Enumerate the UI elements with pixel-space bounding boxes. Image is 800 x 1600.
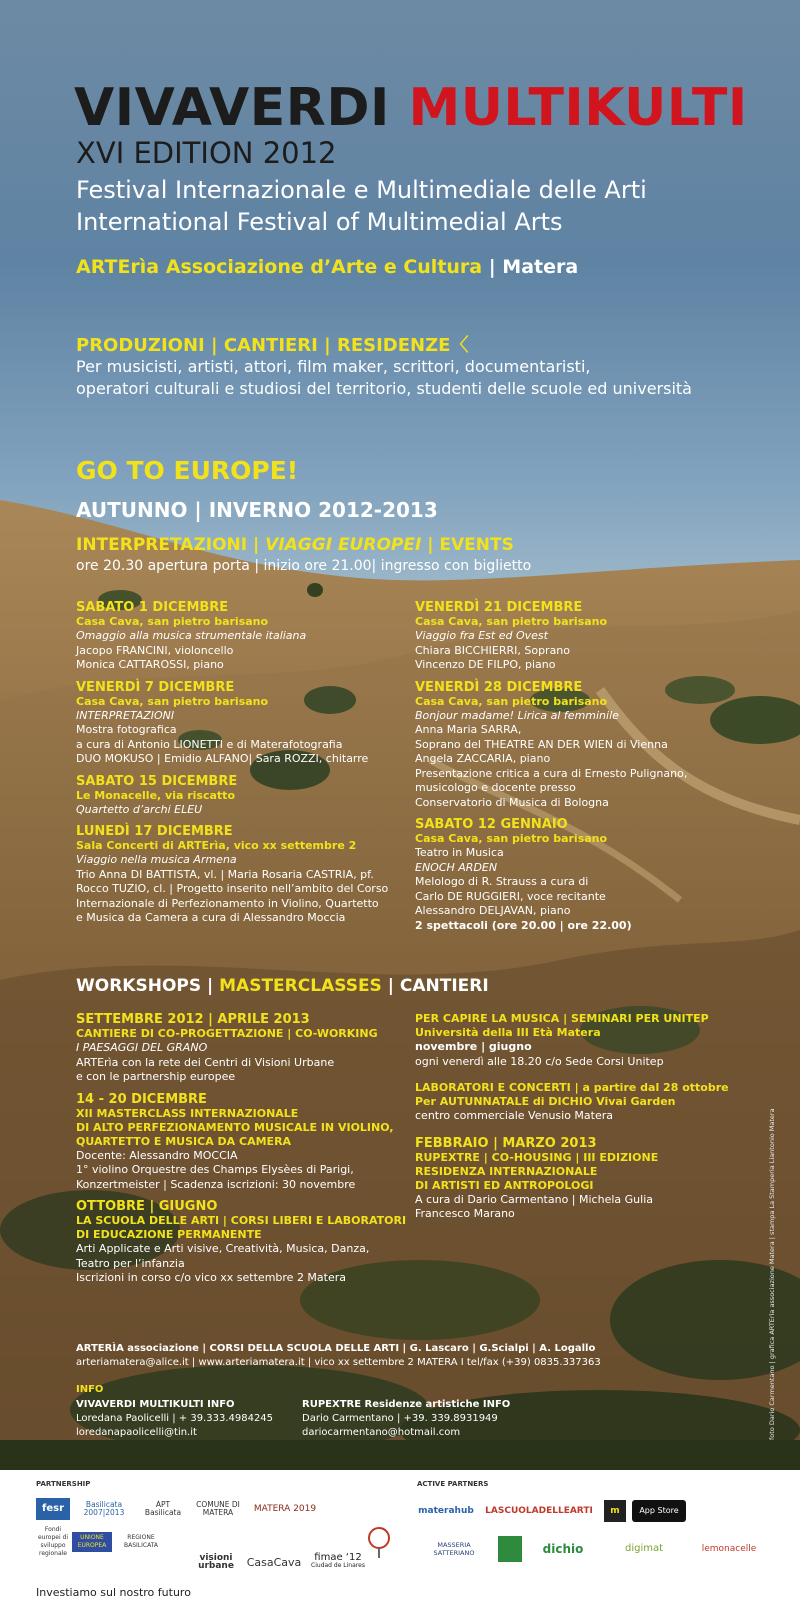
monacelle-logo: lemonacelle	[701, 1544, 757, 1554]
detail-line: Omaggio alla musica strumentale italiana	[76, 629, 307, 642]
workshop-subtitle: DI ARTISTI ED ANTROPOLOGI	[415, 1178, 594, 1192]
detail-line: Carlo DE RUGGIERI, voce recitante	[415, 889, 606, 903]
workshop-item	[415, 1136, 745, 1222]
workshop-subtitle: QUARTETTO E MUSICA DA CAMERA	[76, 1134, 292, 1148]
detail-line: Viaggio fra Est ed Ovest	[415, 629, 548, 642]
detail-line: Vincenzo DE FILPO, piano	[415, 658, 556, 671]
event-item	[76, 600, 406, 673]
detail-line: Docente: Alessandro MOCCIA	[76, 1148, 238, 1162]
detail-line: Alessandro DELJAVAN, piano	[415, 904, 571, 917]
contact-line-1: ARTERÌA associazione | CORSI DELLA SCUOLA DELLE ARTI | G. Lascaro | G.Scialpi | A. Logallo	[76, 1343, 596, 1354]
info-rupextre	[302, 1398, 510, 1440]
workshop-subtitle: DI EDUCAZIONE PERMANENTE	[76, 1228, 262, 1241]
detail-line: Iscrizioni in corso c/o vico xx settembre 2 Matera	[76, 1271, 347, 1284]
info-right-0: RUPEXTRE Residenze artistiche INFO	[302, 1399, 511, 1410]
events-left-column	[76, 600, 406, 933]
event-date: VENERDÌ 21 DICEMBRE	[415, 600, 583, 615]
interp-part-b: VIAGGI EUROPEI	[265, 535, 422, 555]
detail-line: Viaggio nella musica Armena	[76, 853, 237, 866]
workshops-right-column	[415, 1012, 745, 1234]
fimae-name: fimae ‘12	[314, 1552, 362, 1563]
detail-line: ogni venerdì alle 18.20 c/o Sede Corsi Unitep	[415, 1054, 664, 1068]
workshop-item	[415, 1081, 745, 1124]
workshop-subtitle: RUPEXTRE | CO-HOUSING | III EDIZIONE	[415, 1150, 659, 1164]
event-place: Sala Concerti di ARTErìa, vico xx settembre 2	[76, 839, 357, 852]
info-label: INFO	[76, 1384, 104, 1395]
workshop-item	[76, 1199, 406, 1286]
slogan: Investiamo sul nostro futuro	[36, 1586, 191, 1599]
workshop-subtitle: CANTIERE DI CO-PROGETTAZIONE | CO-WORKING	[76, 1027, 378, 1040]
fimae-sub: Ciudad de Linares	[311, 1562, 365, 1569]
contact-block	[76, 1342, 601, 1370]
detail-line: novembre | giugno	[415, 1040, 532, 1053]
detail-line: a cura di Antonio LIONETTI e di Materafotografia	[76, 737, 343, 751]
detail-line: I PAESAGGI DEL GRANO	[76, 1041, 208, 1054]
event-place: Casa Cava, san pietro barisano	[415, 694, 608, 708]
detail-line: Monica CATTAROSSI, piano	[76, 658, 224, 671]
event-item	[76, 824, 406, 926]
workshop-item	[76, 1012, 406, 1085]
workshop-subtitle: XII MASTERCLASS INTERNAZIONALE	[76, 1106, 299, 1120]
fesr-logo: fesr	[36, 1498, 70, 1520]
detail-line: Mostra fotografica	[76, 723, 177, 736]
detail-line: Trio Anna DI BATTISTA, vl. | Maria Rosaria CASTRIA, pf.	[76, 867, 374, 881]
association-name: ARTErìa Associazione d’Arte e Cultura	[76, 256, 483, 278]
productions-line-1: Per musicisti, artisti, attori, film maker, scrittori, documentaristi,	[76, 357, 591, 376]
subtitle-italian: Festival Internazionale e Multimediale delle Arti	[76, 176, 647, 204]
go-to-europe-heading: GO TO EUROPE!	[76, 456, 299, 485]
workshop-item	[415, 1012, 745, 1069]
casacava-logo: CasaCava	[246, 1556, 302, 1569]
detail-line: musicologo e docente presso	[415, 781, 576, 794]
detail-line: Bonjour madame! Lirica al femminile	[415, 708, 619, 722]
events-right-column	[415, 600, 745, 940]
app-store-badge: App Store	[632, 1500, 686, 1522]
green-logo	[498, 1536, 522, 1562]
flower-icon	[366, 1526, 392, 1558]
detail-line: Soprano del THEATRE AN DER WIEN di Vienna	[415, 737, 668, 751]
fondi-logo: Fondi europei di sviluppo regionale	[37, 1526, 69, 1557]
event-hours: ore 20.30 apertura porta | inizio ore 21.00| ingresso con biglietto	[76, 558, 532, 574]
association-line	[76, 256, 578, 278]
interp-part-c: | EVENTS	[421, 535, 514, 555]
workshop-item	[76, 1092, 406, 1193]
event-date: SABATO 15 DICEMBRE	[76, 773, 238, 789]
scuola-arti-logo: LASCUOLADELLEARTI	[485, 1506, 593, 1516]
event-item	[76, 774, 406, 818]
workshop-subtitle: LABORATORI E CONCERTI | a partire dal 28 ottobre	[415, 1081, 729, 1094]
contact-line-2: arteriamatera@alice.it | www.arteriamatera.it | vico xx settembre 2 MATERA I tel/fax (+39) 0835.337363	[76, 1357, 601, 1368]
photo-credit: foto Dario Carmentano | grafica ARTErìa associazione Matera | stampa La Stamperia Liantonio Matera	[768, 1108, 776, 1440]
fimae-logo	[310, 1548, 366, 1576]
detail-line: Internazionale di Perfezionamento in Violino, Quartetto	[76, 896, 379, 910]
title-vivaverdi: VIVAVERDI	[74, 78, 390, 138]
comune-logo: COMUNE DI MATERA	[196, 1500, 240, 1517]
detail-line: Anna Maria SARRA,	[415, 723, 522, 736]
dichio-logo: dichio	[542, 1542, 584, 1556]
info-vivaverdi	[76, 1398, 273, 1440]
workshops-left-column	[76, 1012, 406, 1293]
workshops-part-b: MASTERCLASSES	[219, 976, 382, 996]
detail-line: Jacopo FRANCINI, violoncello	[76, 643, 234, 657]
subtitle-english: International Festival of Multimedial Arts	[76, 208, 563, 236]
detail-line: Francesco Marano	[415, 1207, 515, 1220]
flower-logo	[366, 1526, 392, 1558]
visioni-urbane-logo: visioni urbane	[198, 1553, 234, 1571]
detail-line: Conservatorio di Musica di Bologna	[415, 795, 609, 809]
regione-logo: REGIONE BASILICATA	[123, 1534, 159, 1549]
workshop-subtitle: Per AUTUNNATALE di DICHIO Vivai Garden	[415, 1095, 676, 1108]
detail-line: Teatro per l’infanzia	[76, 1256, 185, 1270]
edition-label: XVI EDITION 2012	[76, 136, 337, 170]
event-place: Casa Cava, san pietro barisano	[76, 615, 269, 628]
productions-line-2: operatori culturali e studiosi del territorio, studenti delle scuole ed università	[76, 379, 692, 398]
interp-part-a: INTERPRETAZIONI |	[76, 535, 266, 555]
workshop-subtitle: LA SCUOLA DELLE ARTI | CORSI LIBERI E LABORATORI	[76, 1214, 407, 1227]
materahub-logo: materahub	[418, 1506, 474, 1516]
detail-line: ENOCH ARDEN	[415, 860, 498, 874]
m-logo: m	[604, 1500, 626, 1522]
interpretations-heading	[76, 535, 514, 555]
season-heading: AUTUNNO | INVERNO 2012-2013	[76, 498, 438, 522]
workshop-date: SETTEMBRE 2012 | APRILE 2013	[76, 1012, 310, 1027]
workshop-subtitle: RESIDENZA INTERNAZIONALE	[415, 1164, 598, 1178]
event-item	[415, 680, 745, 811]
event-date: VENERDÌ 28 DICEMBRE	[415, 679, 583, 695]
detail-line: Konzertmeister | Scadenza iscrizioni: 30 novembre	[76, 1177, 356, 1191]
info-right-2: dariocarmentano@hotmail.com	[302, 1427, 461, 1438]
detail-line: Angela ZACCARIA, piano	[415, 752, 551, 765]
detail-line: ARTErìa con la rete dei Centri di Visioni Urbane	[76, 1055, 335, 1069]
workshop-date: FEBBRAIO | MARZO 2013	[415, 1135, 597, 1151]
event-place: Casa Cava, san pietro barisano	[76, 694, 269, 708]
event-date: SABATO 1 DICEMBRE	[76, 600, 229, 615]
association-sep: |	[482, 256, 503, 278]
partner-logos-band	[0, 1470, 800, 1600]
association-city: Matera	[502, 256, 579, 278]
workshop-subtitle: Università della III Età Matera	[415, 1026, 601, 1039]
workshops-part-a: WORKSHOPS |	[76, 976, 220, 996]
event-item	[415, 817, 745, 933]
matera2019-logo: MATERA 2019	[253, 1504, 317, 1514]
event-item	[415, 600, 745, 673]
event-item	[76, 680, 406, 767]
workshop-subtitle: PER CAPIRE LA MUSICA | SEMINARI PER UNITEP	[415, 1012, 709, 1025]
workshops-part-c: | CANTIERI	[381, 976, 489, 996]
masseria-logo: MASSERIA SATTERIANO	[433, 1541, 475, 1557]
active-partners-label: ACTIVE PARTNERS	[417, 1480, 489, 1488]
detail-line: INTERPRETAZIONI	[76, 708, 175, 722]
digimat-logo: digimat	[624, 1543, 664, 1554]
detail-line: Chiara BICCHIERRI, Soprano	[415, 643, 571, 657]
detail-line: Presentazione critica a cura di Ernesto Pulignano,	[415, 766, 688, 780]
apt-logo: APT Basilicata	[144, 1500, 182, 1517]
info-left-1: Loredana Paolicelli | + 39.333.4984245	[76, 1413, 274, 1424]
detail-line: Teatro in Musica	[415, 846, 504, 859]
detail-line: 1° violino Orquestre des Champs Elysèes di Parigi,	[76, 1163, 354, 1176]
workshop-date: 14 - 20 DICEMBRE	[76, 1091, 207, 1107]
event-date: LUNEDÌ 17 DICEMBRE	[76, 824, 233, 839]
detail-line: centro commerciale Venusio Matera	[415, 1109, 613, 1122]
detail-line: DUO MOKUSO | Emidio ALFANO| Sara ROZZI, chitarre	[76, 752, 369, 765]
title-multikulti: MULTIKULTI	[408, 78, 748, 138]
event-place: Casa Cava, san pietro barisano	[415, 832, 608, 845]
info-right-1: Dario Carmentano | +39. 339.8931949	[302, 1413, 498, 1424]
detail-line: 2 spettacoli (ore 20.00 | ore 22.00)	[415, 918, 632, 932]
event-date: VENERDÌ 7 DICEMBRE	[76, 679, 235, 695]
workshop-date: OTTOBRE | GIUGNO	[76, 1199, 218, 1214]
eu-logo: UNIONE EUROPEA	[72, 1532, 112, 1552]
basilicata-logo: Basilicata 2007|2013	[83, 1500, 125, 1517]
info-left-0: VIVAVERDI MULTIKULTI INFO	[76, 1399, 235, 1410]
info-left-2: loredanapaolicelli@tin.it	[76, 1427, 197, 1438]
detail-line: e Musica da Camera a cura di Alessandro Moccia	[76, 911, 346, 924]
detail-line: e con le partnership europee	[76, 1070, 236, 1083]
event-place: Casa Cava, san pietro barisano	[415, 615, 608, 628]
festival-title	[74, 80, 748, 136]
workshop-subtitle: DI ALTO PERFEZIONAMENTO MUSICALE IN VIOLINO,	[76, 1120, 394, 1134]
detail-line: Melologo di R. Strauss a cura di	[415, 875, 589, 888]
productions-heading: PRODUZIONI | CANTIERI | RESIDENZE〈	[76, 335, 469, 356]
event-date: SABATO 12 GENNAIO	[415, 817, 568, 832]
detail-line: Arti Applicate e Arti visive, Creatività, Musica, Danza,	[76, 1242, 370, 1255]
partnership-label: PARTNERSHIP	[36, 1480, 91, 1488]
event-place: Le Monacelle, via riscatto	[76, 788, 236, 802]
detail-line: Quartetto d’archi ELEU	[76, 802, 203, 816]
detail-line: A cura di Dario Carmentano | Michela Gulia	[415, 1192, 653, 1206]
workshops-heading	[76, 976, 489, 996]
detail-line: Rocco TUZIO, cl. | Progetto inserito nell’ambito del Corso	[76, 882, 389, 895]
